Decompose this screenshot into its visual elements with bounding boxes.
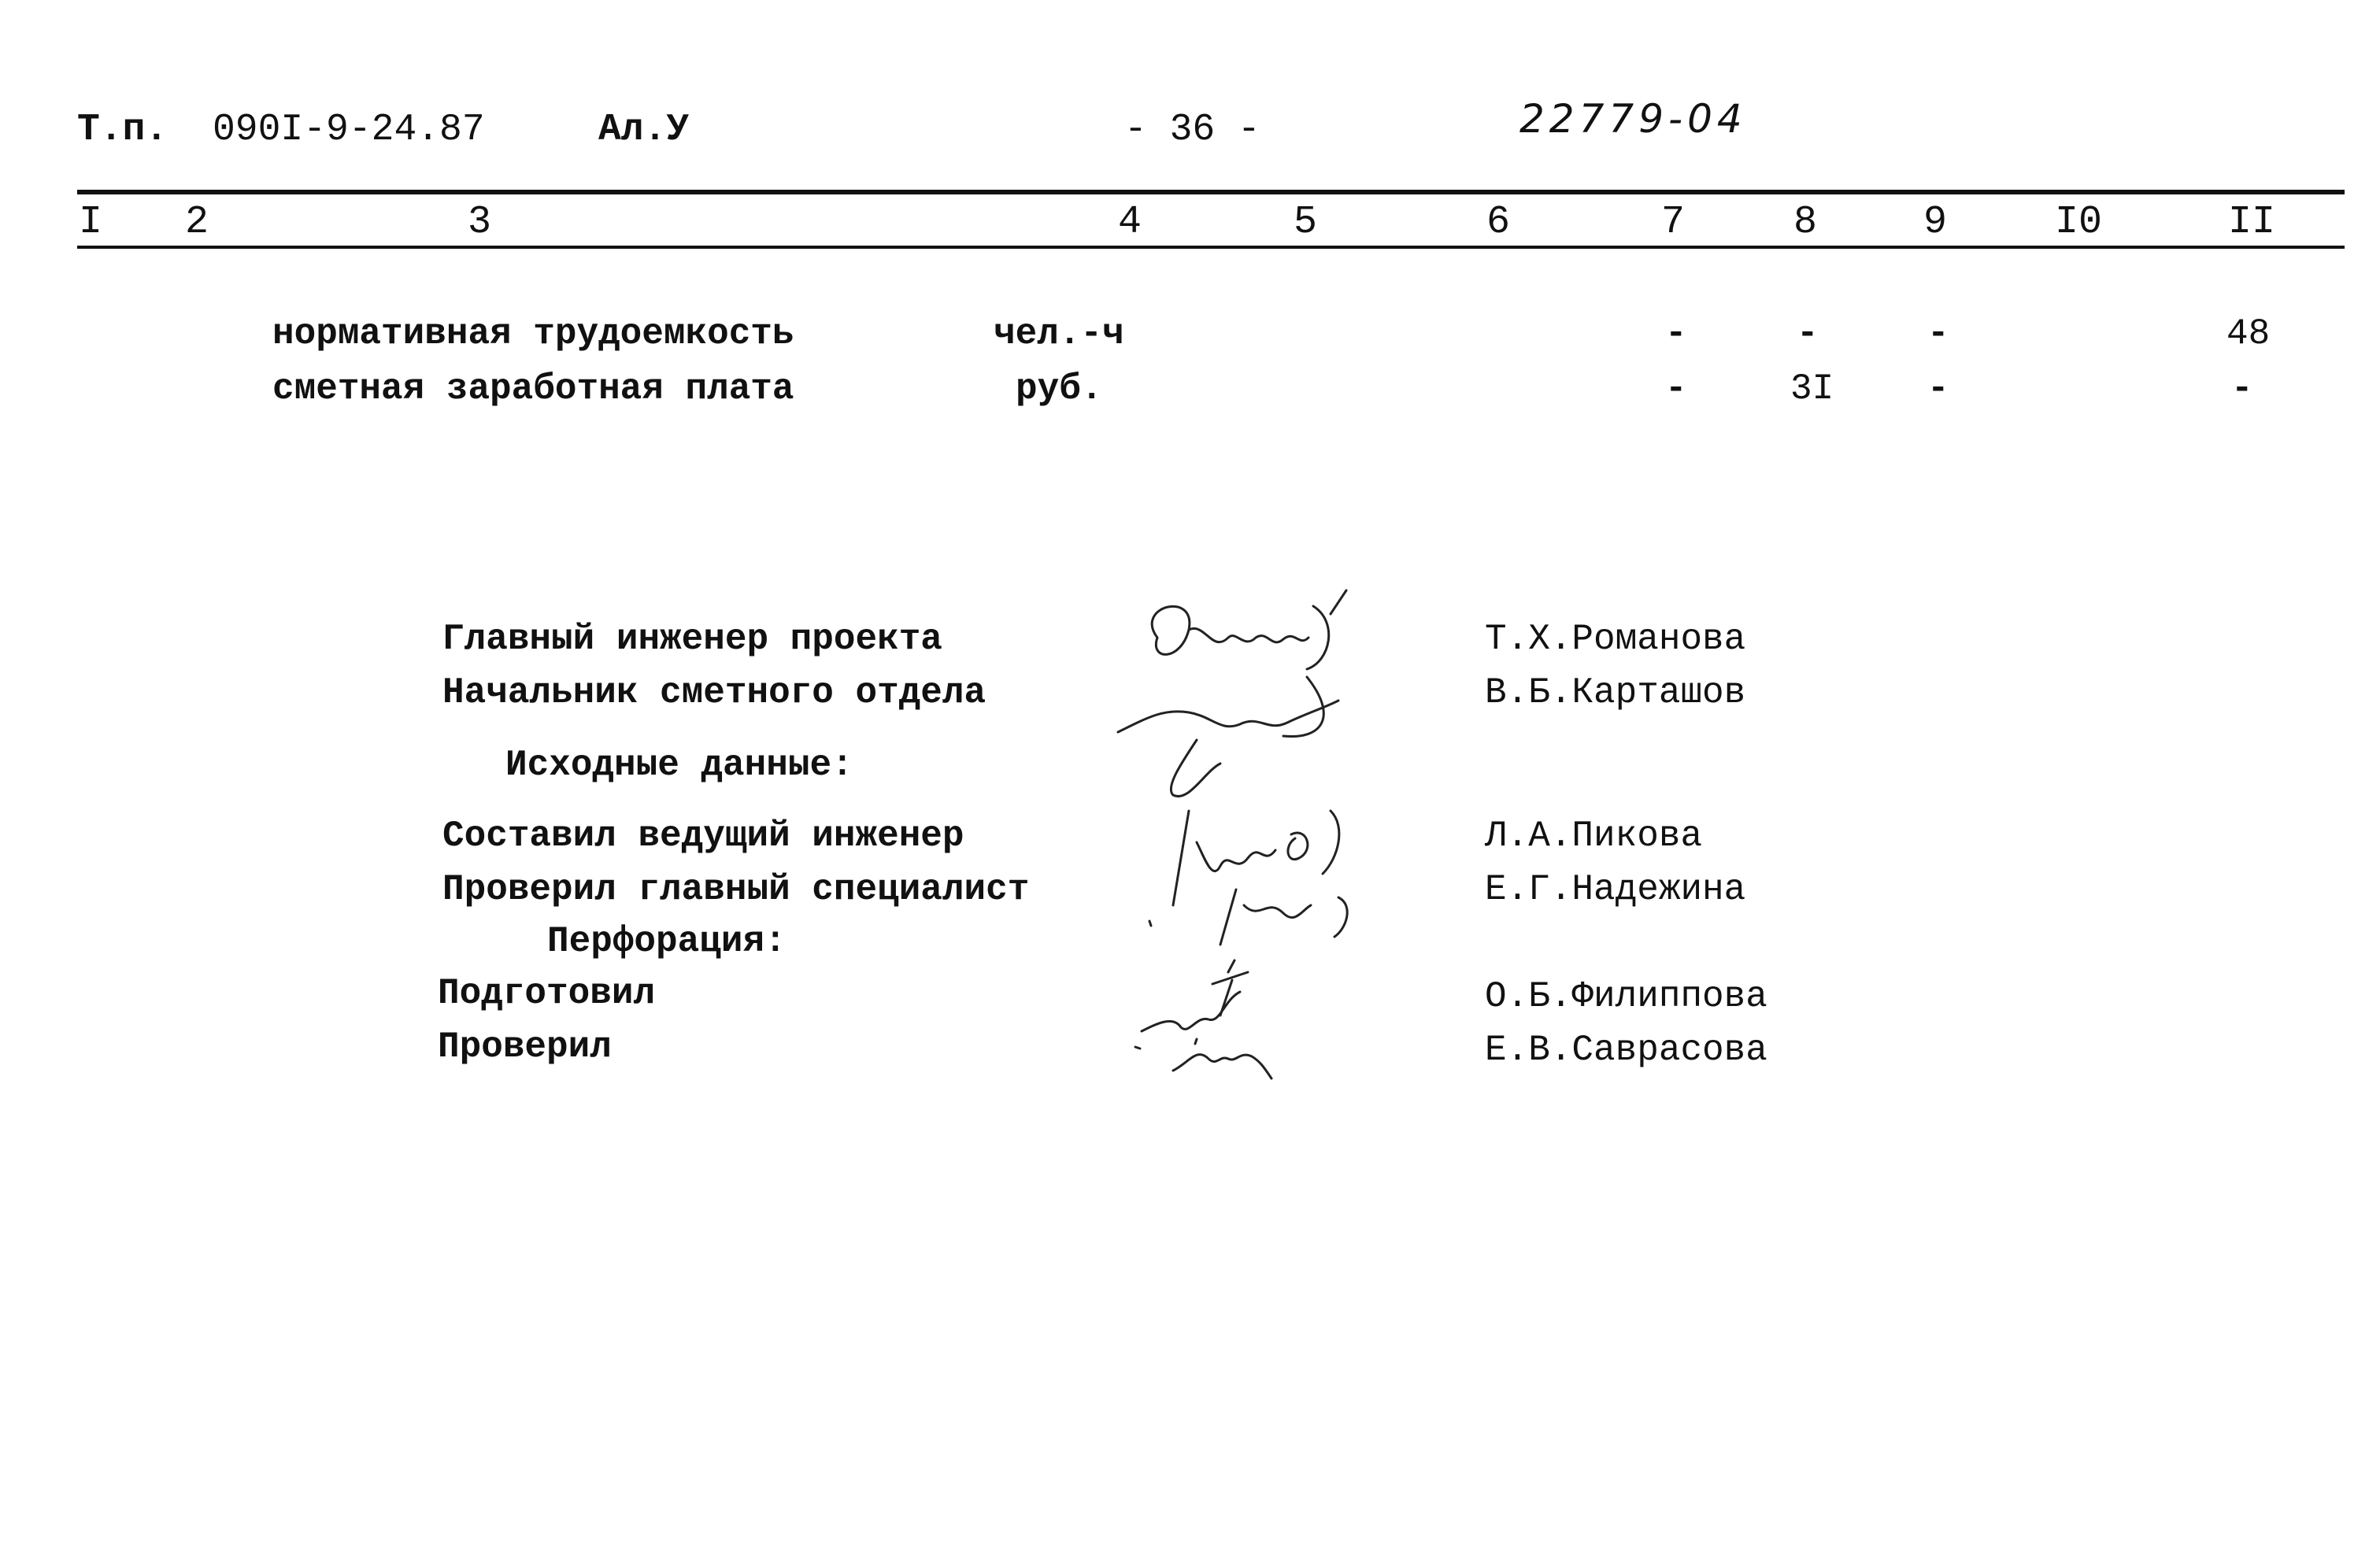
- verified-name: Е.В.Саврасова: [1485, 1030, 1767, 1071]
- row-wages-col8: 3I: [1790, 368, 1834, 409]
- column-number-3: 3: [468, 200, 492, 245]
- checked-name: Е.Г.Надежина: [1485, 869, 1746, 910]
- chief-engineer-name: Т.Х.Романова: [1485, 619, 1746, 660]
- table-top-rule: [77, 190, 2345, 194]
- row-labor-name: нормативная трудоемкость: [272, 313, 794, 354]
- estimate-head-role: Начальник сметного отдела: [442, 672, 986, 713]
- row-wages-col9: -: [1927, 368, 1949, 409]
- signature-chief-engineer: [1152, 590, 1346, 669]
- compiled-name: Л.А.Пикова: [1485, 816, 1703, 856]
- perforation-heading: Перфорация:: [547, 921, 787, 962]
- source-data-heading: Исходные данные:: [505, 745, 853, 786]
- verified-role: Проверил: [438, 1026, 612, 1067]
- row-wages-name: сметная заработная плата: [272, 368, 794, 409]
- album-label: Ал.У: [598, 109, 690, 151]
- column-number-7: 7: [1661, 200, 1686, 245]
- column-number-4: 4: [1118, 200, 1142, 245]
- row-wages-col11: -: [2231, 368, 2253, 409]
- chief-engineer-role: Главный инженер проекта: [442, 619, 942, 660]
- prepared-role: Подготовил: [438, 973, 656, 1014]
- row-labor-unit: чел.-ч: [994, 313, 1124, 354]
- row-wages-col7: -: [1665, 368, 1687, 409]
- row-labor-col11: 48: [2226, 313, 2271, 354]
- handwritten-inventory-number: 22779-04: [1519, 96, 1747, 142]
- signature-checker: [1149, 890, 1347, 945]
- handwritten-signatures: [1102, 575, 1449, 1094]
- page-number: - 36 -: [1124, 109, 1260, 151]
- column-number-9: 9: [1923, 200, 1948, 245]
- column-number-2: 2: [185, 200, 209, 245]
- signature-verifier: [1135, 1039, 1271, 1078]
- compiled-role: Составил ведущий инженер: [442, 816, 964, 856]
- column-number-11: II: [2228, 200, 2276, 245]
- prepared-name: О.Б.Филиппова: [1485, 976, 1767, 1017]
- estimate-head-name: В.Б.Карташов: [1485, 672, 1746, 713]
- signature-preparer: [1142, 960, 1248, 1031]
- row-wages-unit: руб.: [1016, 368, 1103, 409]
- column-number-5: 5: [1294, 200, 1318, 245]
- project-code: 090I-9-24.87: [213, 109, 485, 151]
- row-labor-col8: -: [1797, 313, 1819, 354]
- column-number-8: 8: [1793, 200, 1818, 245]
- row-labor-col7: -: [1665, 313, 1687, 354]
- signature-estimate-head: [1118, 677, 1338, 797]
- doc-prefix: Т.п.: [77, 109, 168, 151]
- column-number-10: I0: [2055, 200, 2103, 245]
- row-labor-col9: -: [1927, 313, 1949, 354]
- column-number-1: I: [79, 200, 103, 245]
- table-header-rule: [77, 246, 2345, 249]
- signature-compiler: [1173, 811, 1339, 905]
- checked-role: Проверил главный специалист: [442, 869, 1030, 910]
- column-number-6: 6: [1486, 200, 1511, 245]
